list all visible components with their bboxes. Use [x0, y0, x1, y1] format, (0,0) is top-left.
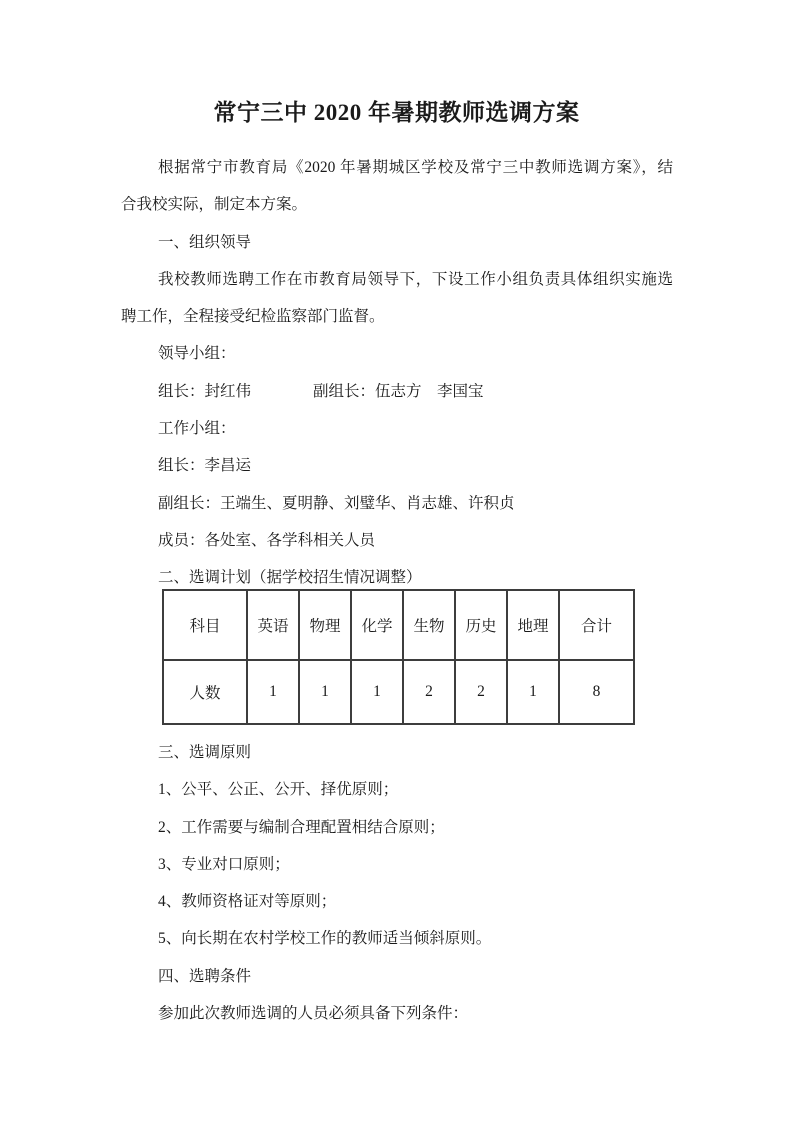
table-cell-total-count: 8 — [559, 660, 634, 724]
body-block-lower — [121, 734, 673, 1032]
work-group-label: 工作小组： — [158, 420, 236, 438]
work-group-leader: 组长：李昌运 — [158, 457, 252, 475]
table-cell-english-count: 1 — [247, 660, 299, 724]
principle-5: 5、向长期在农村学校工作的教师适当倾斜原则。 — [158, 930, 492, 948]
table-header-chemistry: 化学 — [351, 590, 403, 660]
work-group-members: 成员：各处室、各学科相关人员 — [158, 531, 376, 549]
body-block-upper — [121, 149, 673, 597]
principle-4: 4、教师资格证对等原则； — [158, 893, 337, 911]
section-4-intro: 参加此次教师选调的人员必须具备下列条件： — [158, 1005, 469, 1023]
selection-plan-table — [162, 589, 635, 725]
table-data-row — [163, 660, 634, 724]
table-header-subject-label: 科目 — [163, 590, 247, 660]
section-1-body-line-2: 聘工作，全程接受纪检监察部门监督。 — [121, 308, 385, 326]
intro-paragraph-line-1: 根据常宁市教育局《2020 年暑期城区学校及常宁三中教师选调方案》，结 — [158, 159, 673, 176]
section-1-heading: 一、组织领导 — [158, 233, 252, 251]
table-header-row — [163, 590, 634, 660]
table-header-biology: 生物 — [403, 590, 455, 660]
principle-2: 2、工作需要与编制合理配置相结合原则； — [158, 818, 445, 836]
section-2-heading: 二、选调计划（据学校招生情况调整） — [158, 569, 422, 587]
table-cell-geography-count: 1 — [507, 660, 559, 724]
intro-paragraph-line-2: 合我校实际，制定本方案。 — [121, 196, 308, 214]
table-header-geography: 地理 — [507, 590, 559, 660]
principle-3: 3、专业对口原则； — [158, 855, 290, 873]
section-3-heading: 三、选调原则 — [158, 744, 252, 761]
lead-group-members: 组长：封红伟 副组长：伍志方 李国宝 — [158, 382, 484, 400]
work-group-deputies: 副组长：王端生、夏明静、刘璧华、肖志雄、许积贞 — [158, 494, 515, 512]
principle-1: 1、公平、公正、公开、择优原则； — [158, 781, 399, 799]
section-4-heading: 四、选聘条件 — [158, 967, 252, 985]
table-cell-chemistry-count: 1 — [351, 660, 403, 724]
section-1-body-line-1: 我校教师选聘工作在市教育局领导下，下设工作小组负责具体组织实施选 — [158, 270, 673, 288]
table-header-english: 英语 — [247, 590, 299, 660]
table-cell-physics-count: 1 — [299, 660, 351, 724]
table-header-history: 历史 — [455, 590, 507, 660]
table-cell-count-label: 人数 — [163, 660, 247, 724]
table-cell-biology-count: 2 — [403, 660, 455, 724]
table-header-physics: 物理 — [299, 590, 351, 660]
lead-group-label: 领导小组： — [158, 345, 236, 363]
document-title: 常宁三中 2020 年暑期教师选调方案 — [213, 100, 580, 125]
table-cell-history-count: 2 — [455, 660, 507, 724]
table-header-total: 合计 — [559, 590, 634, 660]
